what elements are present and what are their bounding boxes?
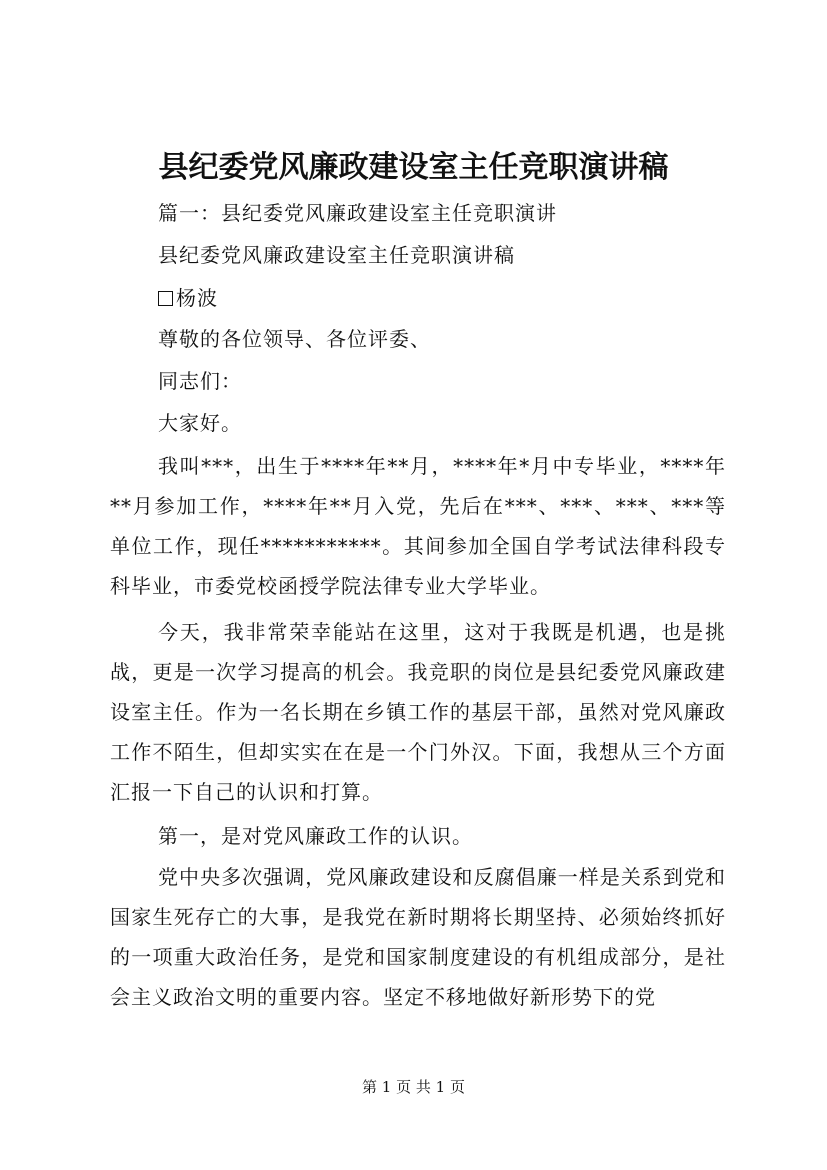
- document-title: 县纪委党风廉政建设室主任竞职演讲稿: [158, 150, 669, 185]
- body-paragraph-opportunity: 今天，我非常荣幸能站在这里，这对于我既是机遇，也是挑战，更是一次学习提高的机会。我竞职的岗位是县纪委党风廉政建设室主任。作为一名长期在乡镇工作的基层干部，虽然对党风廉政工作不陌生，但却实实在在是一个门外汉。下面，我想从三个方面汇报一下自己的认识和打算。: [110, 620, 726, 804]
- body-paragraph-intro: 我叫***，出生于****年**月，****年*月中专毕业，****年**月参加工作，****年**月入党，先后在***、***、***、***等单位工作，现任***********。其间参加全国自学考试法律科段专科毕业，市委党校函授学院法律专业大学毕业。: [110, 454, 726, 598]
- author-line: [158, 283, 218, 313]
- page-footer: 第 1 页 共 1 页: [362, 1078, 465, 1096]
- checkbox-square-icon: [158, 291, 173, 306]
- document-subtitle: 篇一：县纪委党风廉政建设室主任竞职演讲: [158, 201, 557, 225]
- body-paragraph-section-heading: 第一，是对党风廉政工作的认识。: [158, 824, 473, 848]
- body-paragraph-central-committee: 党中央多次强调，党风廉政建设和反腐倡廉一样是关系到党和国家生死存亡的大事，是我党在新时期将长期坚持、必须始终抓好的一项重大政治任务，是党和国家制度建设的有机组成部分，是社会主义政治文明的重要内容。坚定不移地做好新形势下的党: [110, 865, 726, 1009]
- document-subtitle-2: 县纪委党风廉政建设室主任竞职演讲稿: [158, 243, 515, 267]
- greeting-line: 大家好。: [158, 411, 242, 435]
- salutation-line-2: 同志们：: [158, 369, 242, 393]
- salutation-line-1: 尊敬的各位领导、各位评委、: [158, 327, 431, 351]
- author-name: 杨波: [176, 286, 218, 310]
